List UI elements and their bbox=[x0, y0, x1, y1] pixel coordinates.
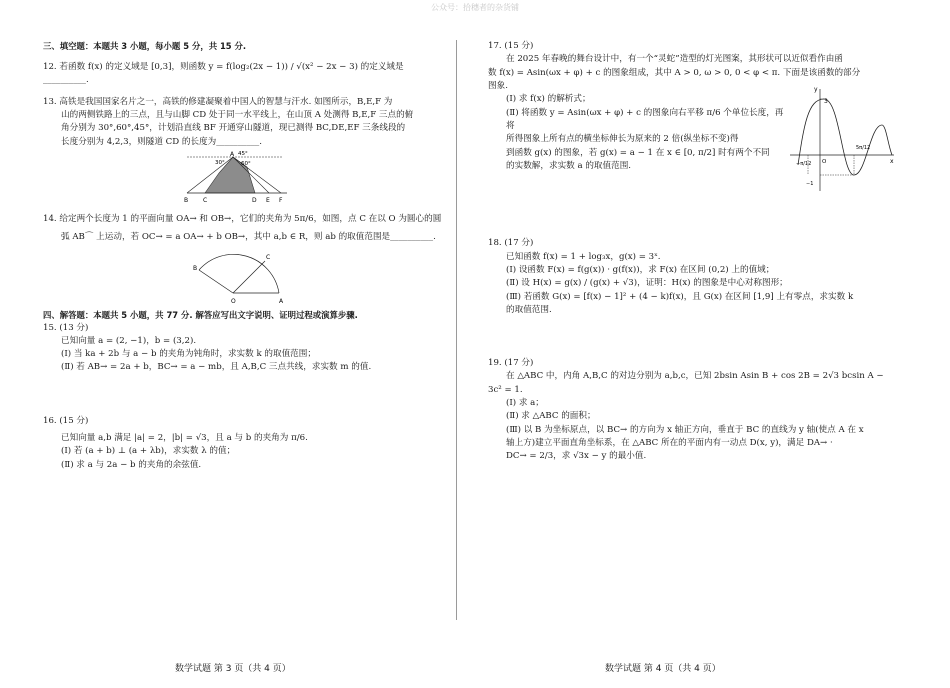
q16-head: 16. (15 分) bbox=[43, 415, 89, 426]
q16-line1: 已知向量 a,b 满足 |a| = 2，|b| = √3，且 a 与 b 的夹角为 π/6. bbox=[61, 433, 308, 444]
label-c: C bbox=[266, 253, 271, 261]
q19-line2: 3c² = 1. bbox=[488, 384, 523, 395]
watermark: 公众号：拾穗者的杂货铺 bbox=[431, 3, 519, 12]
label-5pi12: 5π/12 bbox=[856, 145, 871, 152]
q19-head: 19. (17 分) bbox=[488, 358, 534, 369]
angle-30: 30° bbox=[215, 159, 225, 166]
q19-line7: DC→ = 2/3，求 √3x − y 的最小值. bbox=[506, 451, 647, 462]
q17-part2-block bbox=[488, 86, 908, 197]
footer-page-3: 数学试题 第 3 页（共 4 页） bbox=[175, 664, 291, 674]
vector-oc bbox=[233, 261, 265, 293]
q19-line1: 在 △ABC 中，内角 A,B,C 的对边分别为 a,b,c，已知 2bsin Asin B + cos 2B = 2√3 bcsin A − bbox=[506, 371, 884, 382]
sine-curve bbox=[798, 99, 892, 175]
angle-60: 60° bbox=[241, 160, 251, 167]
vector-ob bbox=[199, 270, 233, 293]
label-b: B bbox=[184, 196, 189, 204]
right-page bbox=[488, 40, 908, 464]
q18-line2: (Ⅰ) 设函数 F(x) = f(g(x)) · g(f(x))，求 F(x) 在区间 (0,2) 上的值域； bbox=[506, 264, 775, 275]
q17-graph bbox=[786, 85, 898, 195]
label-b: B bbox=[193, 264, 198, 272]
label-minus1: −1 bbox=[806, 181, 814, 188]
q13-line2: 山的两侧铁路上的三点，且与山脚 CD 处于同一水平线上，在山顶 A 处测得 B,E,F 三点的俯 bbox=[61, 109, 414, 120]
q13-line3: 角分别为 30°,60°,45°，计划沿直线 BF 开通穿山隧道，现已测得 BC,DE,EF 三条线段的 bbox=[61, 123, 406, 134]
q19-line3: (Ⅰ) 求 a； bbox=[506, 398, 544, 409]
q18-line4: (Ⅲ) 若函数 G(x) = [f(x) − 1]² + (4 − k)f(x)，且 G(x) 在区间 [1,9] 上有零点，求实数 k bbox=[506, 291, 854, 302]
q15-line2: (Ⅰ) 当 ka + 2b 与 a − b 的夹角为钝角时，求实数 k 的取值范围； bbox=[61, 349, 316, 360]
left-page bbox=[43, 40, 443, 472]
q17-line2: 数 f(x) = Asin(ωx + φ) + c 的图象组成，其中 A > 0, ω > 0, 0 < φ < π. 下面是该函数的部分 bbox=[488, 67, 861, 78]
label-o: O bbox=[231, 297, 236, 305]
label-origin: O bbox=[822, 159, 827, 166]
label-a: A bbox=[230, 150, 235, 158]
q17-line3: 图象. bbox=[488, 80, 508, 91]
q15-line1: 已知向量 a = (2, −1)，b = (3,2). bbox=[61, 335, 197, 346]
angle-45: 45° bbox=[238, 150, 248, 157]
label-c: C bbox=[203, 196, 208, 204]
q17-part1: (Ⅰ) 求 f(x) 的解析式； bbox=[506, 94, 591, 105]
q13-diagram bbox=[183, 151, 293, 211]
label-3: 3 bbox=[824, 98, 828, 106]
q18-line3: (Ⅱ) 设 H(x) = g(x) / (g(x) + √3)，证明：H(x) 的图象是中心对称图形； bbox=[506, 278, 788, 289]
q17-line1: 在 2025 年春晚的舞台设计中，有一个“灵蛇”造型的灯光图案，其形状可以近似看作由函 bbox=[506, 54, 843, 65]
q18-line5: 的取值范围. bbox=[506, 304, 552, 315]
q17-part2-line1: (Ⅱ) 将函数 y = Asin(ωx + φ) + c 的图象向右平移 π/6 个单位长度，再将 bbox=[506, 107, 784, 131]
q13-figure bbox=[183, 151, 293, 211]
q14-line1: 14. 给定两个长度为 1 的平面向量 OA→ 和 OB→，它们的夹角为 5π/6，如图，点 C 在以 O 为圆心的圆 bbox=[43, 213, 442, 224]
q17-part2-line3: 到函数 g(x) 的图象，若 g(x) = a − 1 在 x ∈ [0, π/2] 时有两个不同 bbox=[506, 147, 770, 158]
label-d: D bbox=[252, 196, 257, 204]
footer-page-4: 数学试题 第 4 页（共 4 页） bbox=[605, 664, 721, 674]
q17-head: 17. (15 分) bbox=[488, 41, 534, 51]
q19-line6: 轴上方)建立平面直角坐标系，在 △ABC 所在的平面内有一动点 D(x, y)，满足 DA→ · bbox=[506, 438, 833, 448]
q19-line4: (Ⅱ) 求 △ABC 的面积； bbox=[506, 411, 596, 422]
label-y: y bbox=[814, 86, 818, 94]
label-x: x bbox=[890, 158, 894, 166]
q13-line4: 长度分别为 4,2,3，则隧道 CD 的长度为__________. bbox=[61, 136, 262, 147]
q14-line2: 弧 AB⌒ 上运动，若 OC→ = a OA→ + b OB→，其中 a,b ∈ R，则 ab 的取值范围是__________. bbox=[61, 232, 436, 243]
q16-line3: (Ⅱ) 求 a 与 2a − b 的夹角的余弦值. bbox=[61, 459, 202, 470]
q19-line5: (Ⅲ) 以 B 为坐标原点，以 BC→ 的方向为 x 轴正方向，垂直于 BC 的直线为 y 轴(使点 A 在 x bbox=[506, 424, 864, 435]
q16-line2: (Ⅰ) 若 (a + b) ⊥ (a + λb)，求实数 λ 的值； bbox=[61, 446, 236, 457]
label-neg-pi12: −π/12 bbox=[796, 161, 812, 168]
q18-line1: 已知函数 f(x) = 1 + log₃x，g(x) = 3ˣ. bbox=[506, 251, 661, 262]
q13-line1: 13. 高铁是我国国家名片之一，高铁的修建凝聚着中国人的智慧与汗水. 如图所示，B,E,F 为 bbox=[43, 96, 393, 107]
q14-figure bbox=[193, 247, 293, 307]
section3-title: 三、填空题：本题共 3 小题，每小题 5 分，共 15 分. bbox=[43, 41, 247, 51]
q15-head: 15. (13 分) bbox=[43, 322, 89, 333]
page-divider bbox=[456, 40, 457, 620]
q17-part2-line2: 所得图象上所有点的横坐标伸长为原来的 2 倍(纵坐标不变)得 bbox=[506, 134, 739, 145]
q14-diagram bbox=[193, 247, 293, 307]
q12-text: 12. 若函数 f(x) 的定义域是 [0,3]，则函数 y = f(log₂(2x − 1)) / √(x² − 2x − 3) 的定义域是__________. bbox=[43, 62, 404, 86]
q18-head: 18. (17 分) bbox=[488, 238, 534, 249]
label-f: F bbox=[279, 196, 283, 204]
section4-title: 四、解答题：本题共 5 小题，共 77 分. 解答应写出文字说明、证明过程或演算步骤. bbox=[43, 309, 358, 320]
label-e: E bbox=[266, 196, 270, 204]
q15-line3: (Ⅱ) 若 AB→ = 2a + b，BC→ = a − mb，且 A,B,C 三点共线，求实数 m 的值. bbox=[61, 362, 372, 373]
q17-part2-line4: 的实数解，求实数 a 的取值范围. bbox=[506, 160, 632, 171]
label-a: A bbox=[279, 297, 284, 305]
